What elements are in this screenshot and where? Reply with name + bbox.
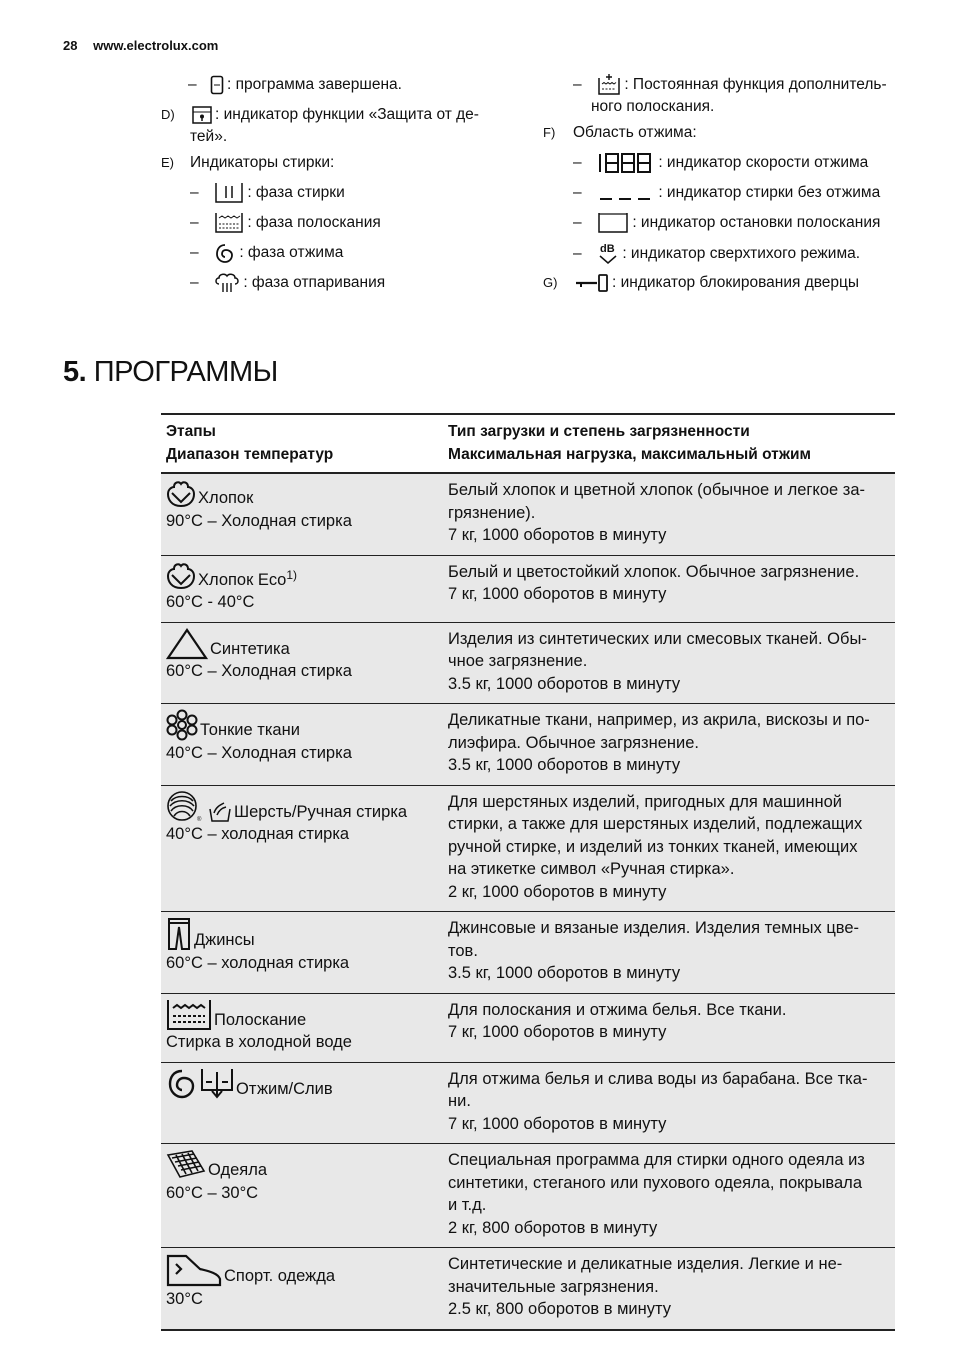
rinse-phase-icon (214, 212, 244, 234)
spin-phase-icon (214, 242, 236, 264)
list-item: E) Индикаторы стирки: (161, 154, 335, 171)
table-row: Хлопок Eco$^{1)}$ 60°C - 40°C Белый и цветостойкий хлопок. Обычное загрязнение. 7 кг, 1000 оборотов в минуту (161, 555, 895, 622)
list-item: D) : индикатор функции «Защита от де- тей». (161, 106, 479, 145)
program-temp: 60°C – холодная стирка (166, 953, 350, 972)
program-temp: 30°C (166, 1289, 203, 1308)
drain-icon (200, 1068, 234, 1100)
header-cell-stages: Этапы Диапазон температур (166, 423, 334, 463)
program-name: Шерсть/Ручная стирка (234, 802, 408, 821)
list-item: G) : индикатор блокирования дверцы (543, 274, 860, 291)
program-name: Хлопок (198, 489, 254, 507)
program-name: Спорт. одежда (224, 1267, 336, 1285)
program-name: Хлопок Eco (198, 570, 287, 589)
list-item: – : индикатор остановки полоскания (573, 212, 880, 234)
list-item: – dB : индикатор сверхтихого режима. (573, 242, 860, 266)
list-item: – : фаза отжима (190, 242, 343, 264)
program-temp: 40°C – Холодная стирка (166, 743, 352, 762)
program-temp: 60°C - 40°C (166, 593, 255, 611)
program-temp: 60°C – 30°C (166, 1183, 259, 1202)
table-row: Джинсы 60°C – холодная стирка Джинсовые и вязаные изделия. Изделия темных цве- тов. 3.5 кг, 1000 оборотов в минуту (161, 912, 895, 994)
list-item: – : фаза полоскания (190, 212, 381, 234)
program-temp: Стирка в холодной воде (166, 1033, 352, 1051)
program-temp: 40°C – холодная стирка (166, 825, 350, 843)
program-name: Отжим/Слив (236, 1079, 333, 1098)
table-row: Синтетика 60°C – Холодная стирка Изделия из синтетических или смесовых тканей. Обы- чное загрязнение. 3.5 кг, 1000 оборотов в минуту (161, 622, 895, 704)
program-name: Одеяла (208, 1161, 268, 1179)
list-item: – : Постоянная функция дополнитель- ного полоскания. (573, 74, 887, 118)
duvet-icon (166, 1149, 206, 1181)
table-row: Одеяла 60°C – 30°C Специальная программа для стирки одного одеяла из синтетики, стеганого или пухового одеяла, покрывала и т.д. 2 кг, 800 оборотов в минуту (161, 1144, 895, 1248)
sportswear-icon (166, 1253, 222, 1287)
door-lock-icon (575, 273, 609, 293)
spin-icon (166, 1068, 198, 1100)
steam-phase-icon (214, 272, 240, 294)
programs-table (161, 413, 895, 1331)
program-name: Тонкие ткани (200, 721, 300, 739)
spin-speed-icon (597, 152, 655, 174)
table-header-row (161, 414, 895, 473)
list-item: – : фаза стирки (190, 182, 345, 204)
child-lock-icon (192, 105, 212, 125)
page-number: 28 (63, 38, 78, 53)
no-spin-icon (597, 182, 655, 204)
table-row: Хлопок 90°C – Холодная стирка Белый хлопок и цветной хлопок (обычное и легкое за- грязнение). 7 кг, 1000 оборотов в минуту (161, 473, 895, 555)
rinse-hold-icon (597, 212, 629, 234)
program-name: Джинсы (194, 931, 255, 949)
svg-text:®: ® (197, 816, 202, 823)
list-item: – : программа завершена. (188, 76, 402, 93)
delicates-icon (166, 709, 198, 741)
jeans-icon (166, 917, 192, 951)
program-name: Синтетика (210, 639, 290, 658)
cotton-eco-icon (166, 561, 196, 591)
list-item: F) Область отжима: (543, 124, 697, 141)
page-header (63, 38, 218, 53)
section-title: 5. ПРОГРАММЫ (63, 356, 278, 388)
wool-icon (166, 791, 206, 823)
list-item: – : индикатор скорости отжима (573, 152, 868, 174)
hand-wash-icon (208, 799, 232, 823)
svg-text:dB: dB (600, 243, 615, 255)
table-row: ® Шерсть/Ручная стирка 40°C – холодная стирка Для шерстяных изделий, пригодных для машинной стирки, а также для шерстяных изделий, подлежащих ручной стирке, и изделий из тонких тканей, имеющих на этикетке символ «Ручная стирка». 2 кг, 1000 оборотов в минуту (161, 785, 895, 912)
table-row: Полоскание Стирка в холодной воде Для полоскания и отжима белья. Все ткани. 7 кг, 1000 оборотов в минуту (161, 993, 895, 1062)
list-item: – : фаза отпаривания (190, 272, 385, 294)
table-row: Отжим/Слив Для отжима белья и слива воды из барабана. Все тка- ни. 7 кг, 1000 оборотов в минуту (161, 1062, 895, 1144)
header-cell-load: Тип загрузки и степень загрязненности Максимальная нагрузка, максимальный отжим (448, 423, 811, 463)
program-temp: 90°C – Холодная стирка (166, 511, 352, 530)
wash-phase-icon (214, 182, 244, 204)
program-name: Полоскание (214, 1010, 307, 1029)
list-item: – : индикатор стирки без отжима (573, 182, 880, 204)
extra-rinse-icon (597, 74, 621, 96)
table-row: Тонкие ткани 40°C – Холодная стирка Деликатные ткани, например, из акрила, вискозы и по- лиэфира. Обычное загрязнение. 3.5 кг, 1000 оборотов в минуту (161, 704, 895, 786)
table-row: Спорт. одежда 30°C Синтетические и деликатные изделия. Легкие и не- значительные загрязнения. 2.5 кг, 800 оборотов в минуту (161, 1248, 895, 1330)
cotton-icon (166, 479, 196, 509)
program-temp: 60°C – Холодная стирка (166, 662, 352, 680)
night-quiet-icon (597, 242, 619, 266)
rinse-icon (166, 999, 212, 1031)
phone-panel-icon (210, 75, 224, 95)
site-url: www.electrolux.com (93, 38, 219, 53)
synthetics-icon (166, 628, 208, 660)
